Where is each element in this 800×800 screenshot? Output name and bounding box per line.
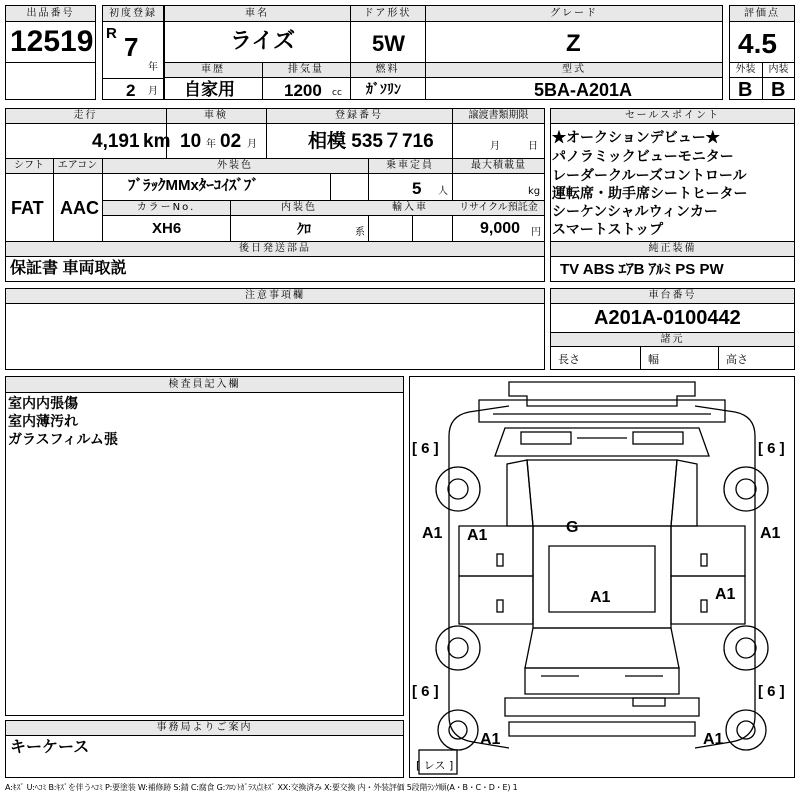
- color-number: XH6: [152, 220, 182, 237]
- notes-label: 注意事項欄: [245, 290, 305, 301]
- displacement: 1200: [284, 81, 322, 100]
- sales-points-label: セールスポイント: [624, 110, 721, 121]
- glass-mark: G: [566, 519, 579, 536]
- exterior-color: ﾌﾞﾗｯｸMMxﾀｰｺｲｽﾞﾌﾞ: [128, 177, 259, 194]
- width-label: 幅: [648, 353, 659, 366]
- capacity-unit: 人: [438, 186, 448, 197]
- sales-point-item: ★オークションデビュー★: [552, 129, 720, 145]
- interior-color-unit: 系: [355, 227, 365, 238]
- registration-number: 相模 535７716: [308, 131, 434, 152]
- sales-point-item: レーダークルーズコントロール: [552, 167, 747, 183]
- inspector-note: 室内薄汚れ: [8, 413, 78, 429]
- first-registration-label: 初度登録: [109, 8, 157, 19]
- office-label: 事務局よりご案内: [156, 722, 253, 733]
- door-type: 5W: [372, 31, 405, 56]
- model-code: 5BA-A201A: [534, 80, 633, 100]
- recycle-label: リサイクル預託金: [459, 202, 538, 213]
- load-unit: kg: [528, 186, 541, 197]
- spare-tire-label: [ レス ]: [416, 759, 454, 772]
- sales-point-item: スマートストップ: [552, 221, 664, 237]
- inspection-month: 02: [220, 131, 242, 152]
- shift-label: シフト: [14, 160, 44, 171]
- history-label: 車歴: [201, 64, 225, 75]
- recycle-fee: 9,000: [480, 220, 521, 237]
- car-name: ライズ: [230, 28, 296, 53]
- damage-mark: A1: [703, 731, 724, 748]
- exterior-grade: B: [738, 79, 753, 101]
- mileage-unit: km: [143, 131, 171, 152]
- color-number-label: カラーNo.: [136, 202, 196, 213]
- tire-mark: [ 6 ]: [758, 683, 785, 700]
- mileage-label: 走行: [73, 110, 98, 121]
- later-parts-label: 後日発送部品: [239, 243, 311, 254]
- capacity: 5: [412, 179, 422, 198]
- fuel-label: 燃料: [375, 64, 400, 75]
- score-label: 評価点: [744, 8, 780, 19]
- inspector-note: ガラスフィルム張: [8, 431, 118, 447]
- legend: A:ｷｽﾞ U:ﾍｺﾐ B:ｷｽﾞを伴うﾍｺﾐ P:要塗装 W:補修跡 S:錆 C:腐食 G:ﾌﾛﾝﾄｶﾞﾗｽ点ｷｽﾞ XX:交換済み X:要交換 内・外装評価 5段階ﾗﾝｸ順(A・B・C・D・E) 1: [5, 783, 518, 792]
- height-label: 高さ: [726, 353, 748, 366]
- door-type-label: ドア形状: [363, 8, 412, 19]
- damage-mark: A1: [422, 525, 443, 542]
- damage-mark: A1: [467, 527, 488, 544]
- inspection-year: 10: [180, 131, 202, 152]
- exterior-color-label: 外装色: [217, 160, 253, 171]
- damage-mark: A1: [715, 586, 736, 603]
- grade: Z: [566, 30, 581, 57]
- inspector-label: 検査員記入欄: [168, 379, 241, 390]
- transfer-day-unit: 日: [528, 141, 538, 152]
- interior-color: ｸﾛ: [297, 221, 311, 237]
- tire-mark: [ 6 ]: [412, 683, 439, 700]
- equipment-label: 純正装備: [648, 243, 697, 254]
- interior-grade: B: [771, 79, 786, 101]
- era-letter: R: [106, 25, 117, 42]
- sales-point-item: シーケンシャルウィンカー: [552, 203, 718, 219]
- capacity-label: 乗車定員: [386, 160, 434, 171]
- lot-number: 12519: [10, 25, 94, 58]
- month-unit: 月: [148, 86, 158, 97]
- tire-mark: [ 6 ]: [758, 440, 785, 457]
- aircon: AAC: [60, 198, 99, 218]
- shift: FAT: [11, 198, 44, 218]
- transfer-deadline-label: 譲渡書類期限: [468, 110, 529, 121]
- interior-grade-label: 内装: [768, 64, 789, 75]
- displacement-unit: cc: [332, 88, 342, 98]
- fuel: ｶﾞｿﾘﾝ: [366, 81, 401, 97]
- later-parts: 保証書 車両取説: [10, 260, 127, 277]
- length-label: 長さ: [558, 353, 580, 366]
- chassis-number: A201A-0100442: [594, 307, 741, 329]
- interior-color-label: 内装色: [281, 202, 317, 213]
- score: 4.5: [738, 28, 777, 59]
- tire-mark: [ 6 ]: [412, 440, 439, 457]
- registration-year: 7: [124, 32, 139, 62]
- damage-mark: A1: [760, 525, 781, 542]
- sales-point-item: パノラミックビューモニター: [552, 148, 734, 164]
- displacement-label: 排気量: [288, 64, 324, 75]
- inspection-label: 車検: [204, 110, 228, 121]
- sales-point-item: 運転席・助手席シートヒーター: [552, 185, 748, 201]
- car-diagram: [409, 376, 795, 778]
- specs-label: 諸元: [660, 334, 685, 345]
- equipment: TV ABS ｴｱB ｱﾙﾐ PS PW: [560, 261, 724, 278]
- mileage: 4,191: [92, 131, 140, 152]
- year-unit: 年: [148, 62, 158, 73]
- model-label: 型式: [562, 64, 586, 75]
- aircon-label: エアコン: [57, 160, 98, 171]
- grade-label: グレード: [550, 8, 598, 19]
- registration-month: 2: [126, 81, 136, 100]
- registration-label: 登録番号: [335, 110, 383, 121]
- history: 自家用: [184, 80, 235, 99]
- recycle-unit: 円: [531, 227, 541, 238]
- inspection-month-unit: 月: [247, 139, 257, 150]
- damage-mark: A1: [480, 731, 501, 748]
- inspection-year-unit: 年: [206, 139, 216, 150]
- damage-mark: A1: [590, 589, 611, 606]
- office-note: キーケース: [10, 739, 90, 756]
- lot-number-label: 出品番号: [26, 8, 75, 19]
- chassis-label: 車台番号: [648, 290, 697, 301]
- exterior-grade-label: 外装: [735, 64, 756, 75]
- import-label: 輸入車: [392, 202, 428, 213]
- inspector-note: 室内内張傷: [8, 395, 78, 411]
- max-load-label: 最大積載量: [471, 160, 526, 171]
- car-name-label: 車名: [245, 8, 269, 19]
- transfer-month-unit: 月: [490, 141, 500, 152]
